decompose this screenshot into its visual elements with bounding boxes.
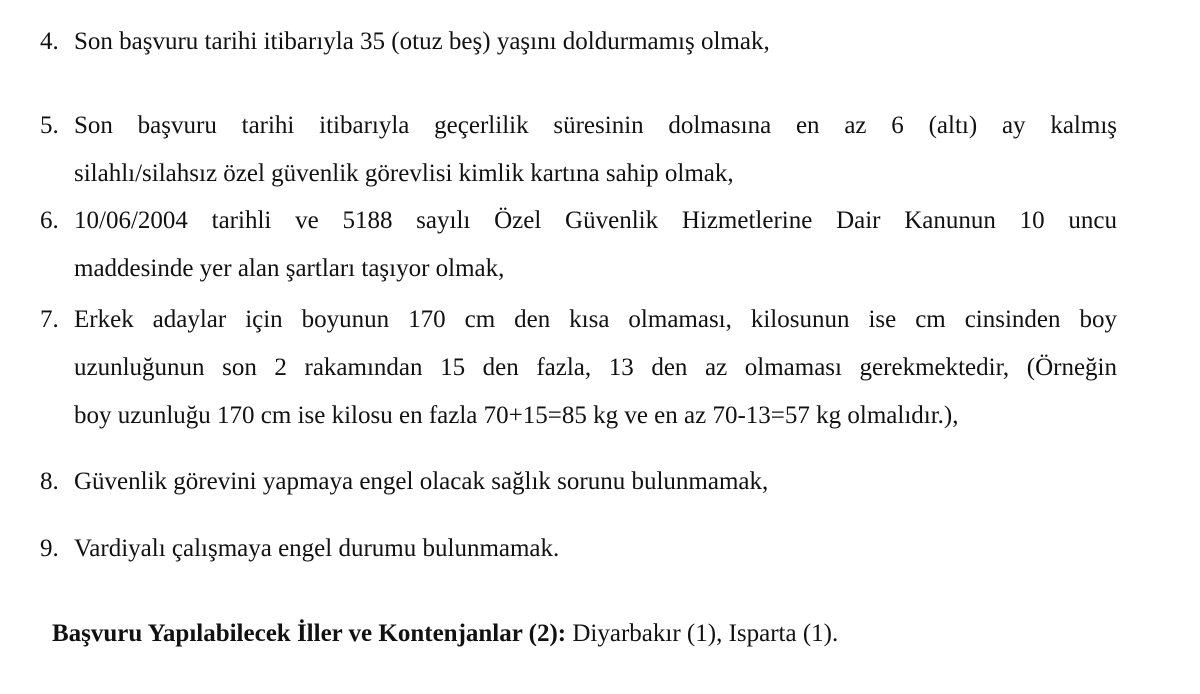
item-number: 6.	[40, 207, 59, 234]
item-number: 5.	[40, 112, 59, 139]
item-text	[74, 102, 1117, 198]
item-text	[74, 458, 1117, 506]
item-number: 4.	[40, 28, 59, 55]
item-number: 9.	[40, 535, 59, 562]
item-line: maddesinde yer alan şartları taşıyor olmak,	[74, 255, 505, 282]
list-item-6	[40, 197, 1117, 293]
provinces-quota-label: Başvuru Yapılabilecek İller ve Kontenjanlar (2):	[52, 620, 567, 647]
item-line: silahlı/silahsız özel güvenlik görevlisi kimlik kartına sahip olmak,	[74, 160, 734, 187]
item-line: Vardiyalı çalışmaya engel durumu bulunmamak.	[74, 535, 560, 562]
item-line: uzunluğunun son 2 rakamından 15 den fazla, 13 den az olmaması gerekmektedir, (Örneğin	[74, 354, 1117, 381]
provinces-quota-value: Diyarbakır (1), Isparta (1).	[566, 620, 839, 647]
item-text	[74, 18, 1117, 66]
list-item-8	[40, 458, 1117, 506]
item-line: boy uzunluğu 170 cm ise kilosu en fazla 70+15=85 kg ve en az 70-13=57 kg olmalıdır.),	[74, 402, 959, 429]
item-line: Son başvuru tarihi itibarıyla 35 (otuz beş) yaşını doldurmamış olmak,	[74, 28, 770, 55]
item-line: 10/06/2004 tarihli ve 5188 sayılı Özel Güvenlik Hizmetlerine Dair Kanunun 10 uncu	[74, 207, 1117, 234]
item-number: 7.	[40, 306, 59, 333]
provinces-quota	[52, 614, 838, 654]
item-line: Erkek adaylar için boyunun 170 cm den kısa olmaması, kilosunun ise cm cinsinden boy	[74, 306, 1117, 333]
list-item-7	[40, 296, 1117, 440]
item-text	[74, 296, 1117, 440]
item-line: Son başvuru tarihi itibarıyla geçerlilik süresinin dolmasına en az 6 (altı) ay kalmış	[74, 112, 1117, 139]
item-text	[74, 525, 1117, 573]
item-number: 8.	[40, 468, 59, 495]
list-item-4	[40, 18, 1117, 66]
item-line: Güvenlik görevini yapmaya engel olacak sağlık sorunu bulunmamak,	[74, 468, 769, 495]
list-item-9	[40, 525, 1117, 573]
item-text	[74, 197, 1117, 293]
list-item-5	[40, 102, 1117, 198]
